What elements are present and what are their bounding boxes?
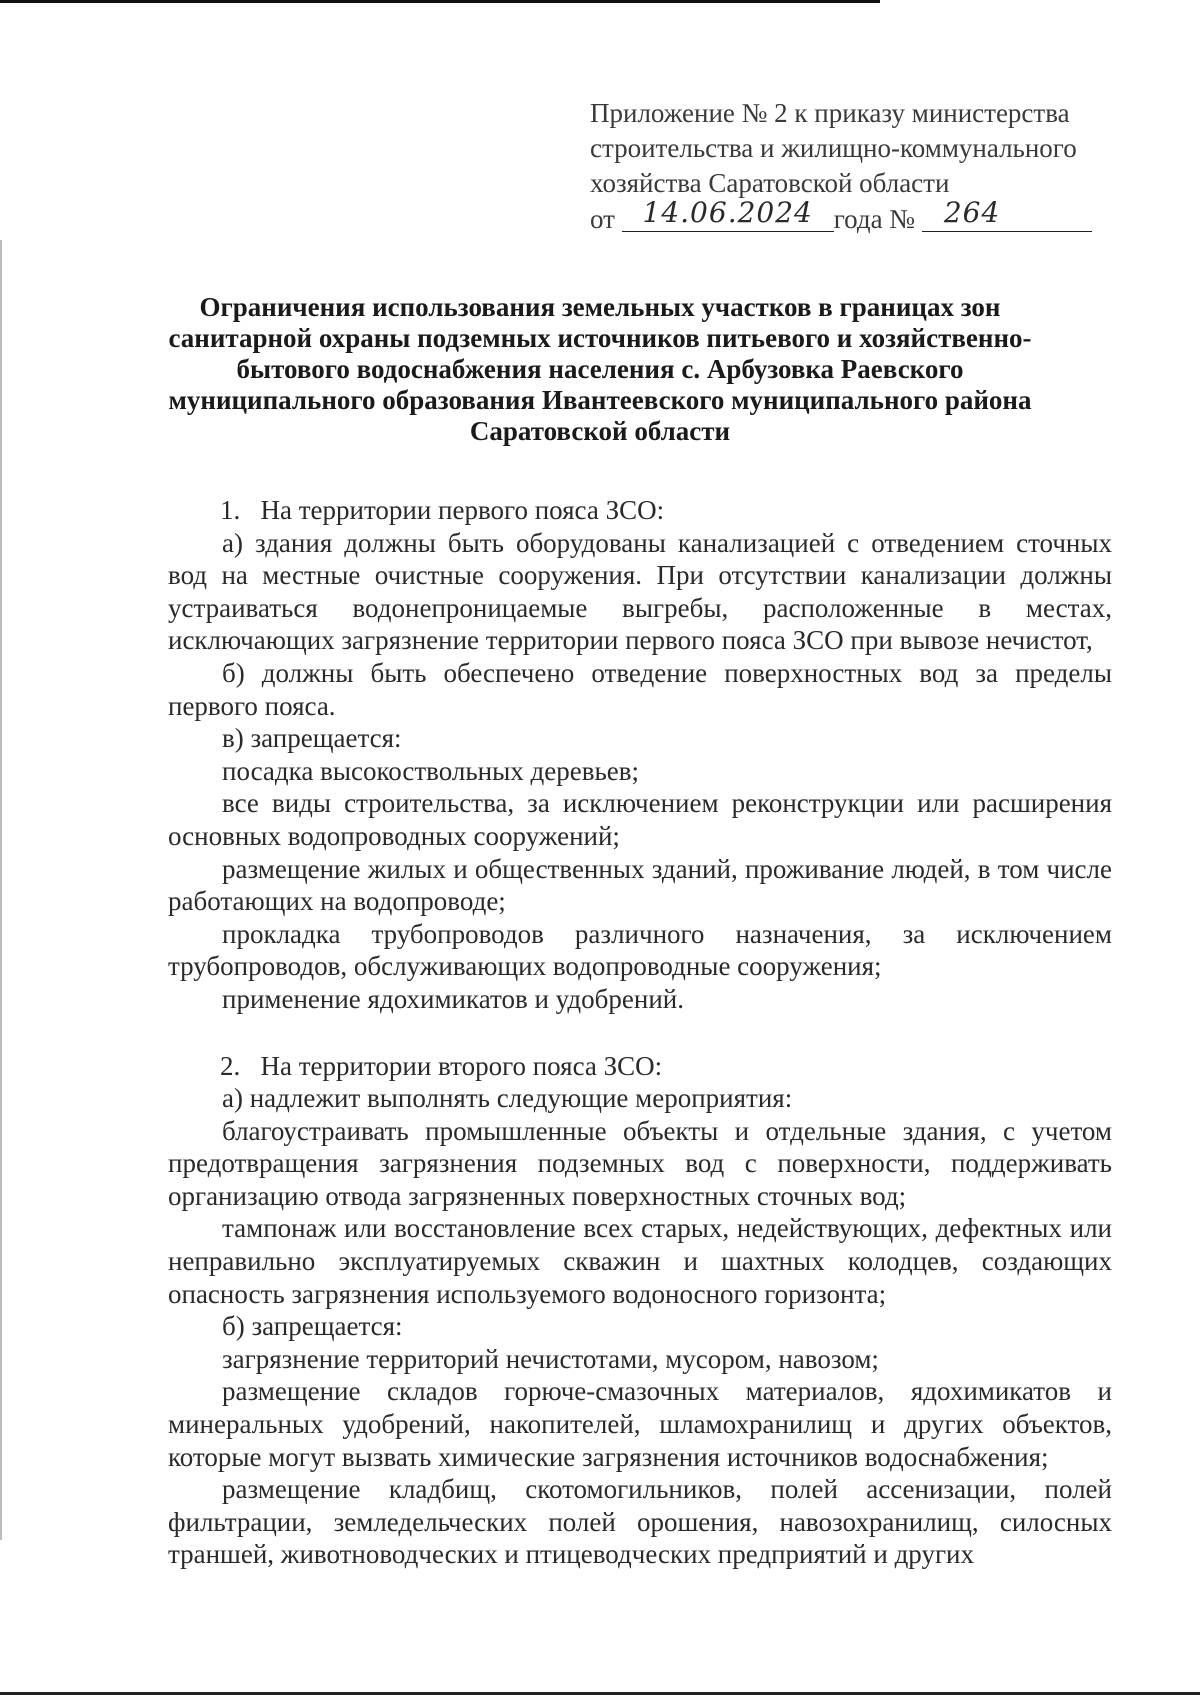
section-1-item-a: а) здания должны быть оборудованы канализацией с отведением сточных вод на местные очистные сооружения. При отсутствии канализации должны устраиваться водонепроницаемые выгребы, расположенные в местах, исключающих загрязнение территории первого пояса ЗСО при вывозе нечистот, xyxy=(168,527,1112,656)
section-2-item-b: б) запрещается: xyxy=(222,1311,403,1342)
section-2-heading: 2. На территории второго пояса ЗСО: xyxy=(220,1050,663,1081)
section-1-prohibition-2: все виды строительства, за исключением реконструкции или расширения основных водопроводных сооружений; xyxy=(168,788,1112,851)
section-2-measure-1: благоустраивать промышленные объекты и отдельные здания, с учетом предотвращения загрязнения подземных вод с поверхности, поддерживать организацию отвода загрязненных поверхностных сточных вод; xyxy=(168,1115,1112,1211)
handwritten-order-number: 264 xyxy=(943,196,1001,229)
section-1-prohibition-1: посадка высокоствольных деревьев; xyxy=(222,755,640,786)
title-line-1: Ограничения использования земельных участков в границах зон xyxy=(199,292,1001,322)
section-1-item-b: б) должны быть обеспечено отведение поверхностных вод за пределы первого пояса. xyxy=(168,657,1112,721)
document-body xyxy=(168,494,1112,1571)
header-line-2: строительства и жилищно-коммунального xyxy=(590,133,1077,163)
section-2-measure-2: тампонаж или восстановление всех старых, недействующих, дефектных или неправильно эксплуатируемых скважин и шахтных колодцев, создающих опасность загрязнения используемого водоносного горизонта; xyxy=(168,1213,1112,1309)
scan-border-bottom xyxy=(0,1692,1200,1695)
section-2-prohibition-2: размещение складов горюче-смазочных материалов, ядохимикатов и минеральных удобрений, накопителей, шламохранилищ и других объектов, которые могут вызвать химические загрязнения источников водоснабжения; xyxy=(168,1376,1112,1472)
year-label: года № xyxy=(833,204,916,234)
header-line-3: хозяйства Саратовской области xyxy=(590,168,950,198)
header-line-1: Приложение № 2 к приказу министерства xyxy=(590,98,1070,128)
section-2-prohibition-1: загрязнение территорий нечистотами, мусором, навозом; xyxy=(222,1343,879,1374)
section-1-prohibition-5: применение ядохимикатов и удобрений. xyxy=(222,983,684,1014)
section-1-item-c: в) запрещается: xyxy=(222,723,402,754)
section-gap xyxy=(168,1016,1112,1050)
scan-border-top xyxy=(0,0,880,3)
scan-border-left xyxy=(0,240,2,1540)
title-line-2: санитарной охраны подземных источников питьевого и хозяйственно- xyxy=(168,323,1032,353)
section-1-prohibition-3: размещение жилых и общественных зданий, проживание людей, в том числе работающих на водопроводе; xyxy=(168,853,1112,917)
date-prefix: от xyxy=(590,204,615,234)
section-2-item-a: а) надлежит выполнять следующие мероприятия: xyxy=(222,1083,793,1114)
section-2-prohibition-3: размещение кладбищ, скотомогильников, полей ассенизации, полей фильтрации, земледельческих полей орошения, навозохранилищ, силосных траншей, животноводческих и птицеводческих предприятий и других xyxy=(168,1474,1112,1570)
handwritten-date: 14.06.2024 xyxy=(642,196,813,229)
title-line-4: муниципального образования Ивантеевского муниципального района xyxy=(168,385,1032,415)
title-line-3: бытового водоснабжения населения с. Арбузовка Раевского xyxy=(236,354,964,384)
section-1-prohibition-4: прокладка трубопроводов различного назначения, за исключением трубопроводов, обслуживающих водопроводные сооружения; xyxy=(168,918,1112,982)
title-line-5: Саратовской области xyxy=(469,416,731,446)
appendix-header xyxy=(590,96,1110,237)
date-field xyxy=(622,196,834,232)
order-number-field xyxy=(922,196,1092,232)
document-title xyxy=(160,292,1040,447)
header-date-row xyxy=(590,196,1110,237)
section-1-heading: 1. На территории первого пояса ЗСО: xyxy=(220,495,665,525)
